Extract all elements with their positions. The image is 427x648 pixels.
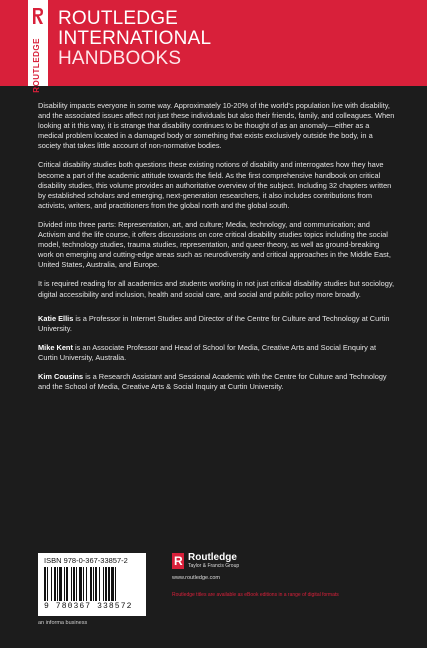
author-bio [38,372,396,392]
author-bio-text: is a Research Assistant and Sessional Academic with the Centre for Culture and Technology and the School of Media, Creative Arts & Social Inquiry at Curtin University. [38,371,387,392]
author-bio-text: is a Professor in Internet Studies and Director of the Centre for Culture and Technology at Curtin University. [38,313,390,333]
blurb-paragraph: Critical disability studies both questions these existing notions of disability and interrogates how they have become a part of the academic attitude towards the field. As the first comprehensive handbook on critical disability studies, this volume provides an authoritative overview of the subject. Including 32 chapters written by established scholars and emerging, next-generation researchers, it also includes contributions from activists, writers, and practitioners from the global north and the global south. [38,160,392,210]
series-title [58,9,211,69]
routledge-logo-strip [28,0,48,93]
blurb-paragraph: It is required reading for all academics and students working in not just critical disability studies but sociology, digital accessibility and inclusion, health and social care, and social and public policy more broadly. [38,279,395,299]
series-line-2: INTERNATIONAL [58,28,212,49]
author-bio [38,343,396,363]
author-name: Katie Ellis [38,313,74,323]
ebook-note: Routledge titles are available as eBook editions in a range of digital formats [172,592,339,598]
logo-vertical-text: ROUTLEDGE [32,38,41,93]
blurb-paragraph: Divided into three parts: Representation, art, and culture; Media, technology, and communication; and Activism and the life course, it offers discussions on core critical disability studies topics including the social model, technology studies, trauma studies, representation, and queer theory, as well as ground-breaking work on emerging and cutting-edge areas such as neurodiversity and critical approaches in the Middle East, United States, Australia, and Europe. [38,219,391,270]
publisher-url[interactable]: www.routledge.com [172,575,220,581]
barcode [38,553,146,616]
publisher-group: Taylor & Francis Group [188,563,240,569]
author-bio-text: is an Associate Professor and Head of School for Media, Creative Arts and Social Enquiry at Curtin University, Australia. [38,342,377,362]
author-name: Mike Kent [38,342,73,352]
barcode-digits: 9 780367 338572 [44,602,133,611]
publisher-name: Routledge [188,552,237,563]
series-line-3: HANDBOOKS [58,48,182,69]
series-line-1: ROUTLEDGE [58,8,179,29]
isbn-label: ISBN 978-0-367-33857-2 [44,556,128,565]
informa-business: an informa business [38,620,88,626]
series-header [0,0,427,93]
barcode-bars [44,567,140,601]
back-cover-blurb [38,101,396,401]
author-name: Kim Cousins [38,371,84,381]
publisher-logo-icon: R [174,554,183,568]
blurb-paragraph: Disability impacts everyone in some way. Approximately 10-20% of the world's population live with disability, and the associated issues affect not just these individuals but also their friends, family, and colleagues. When looking at it this way, it is strange that disability continues to be thought of as an anomaly—either as a medical problem located in a damaged body or something that exists exclusively outside the body, in a society that takes little account of non-normative bodies. [38,101,395,151]
author-bio [38,314,396,334]
routledge-r-icon [31,6,45,26]
